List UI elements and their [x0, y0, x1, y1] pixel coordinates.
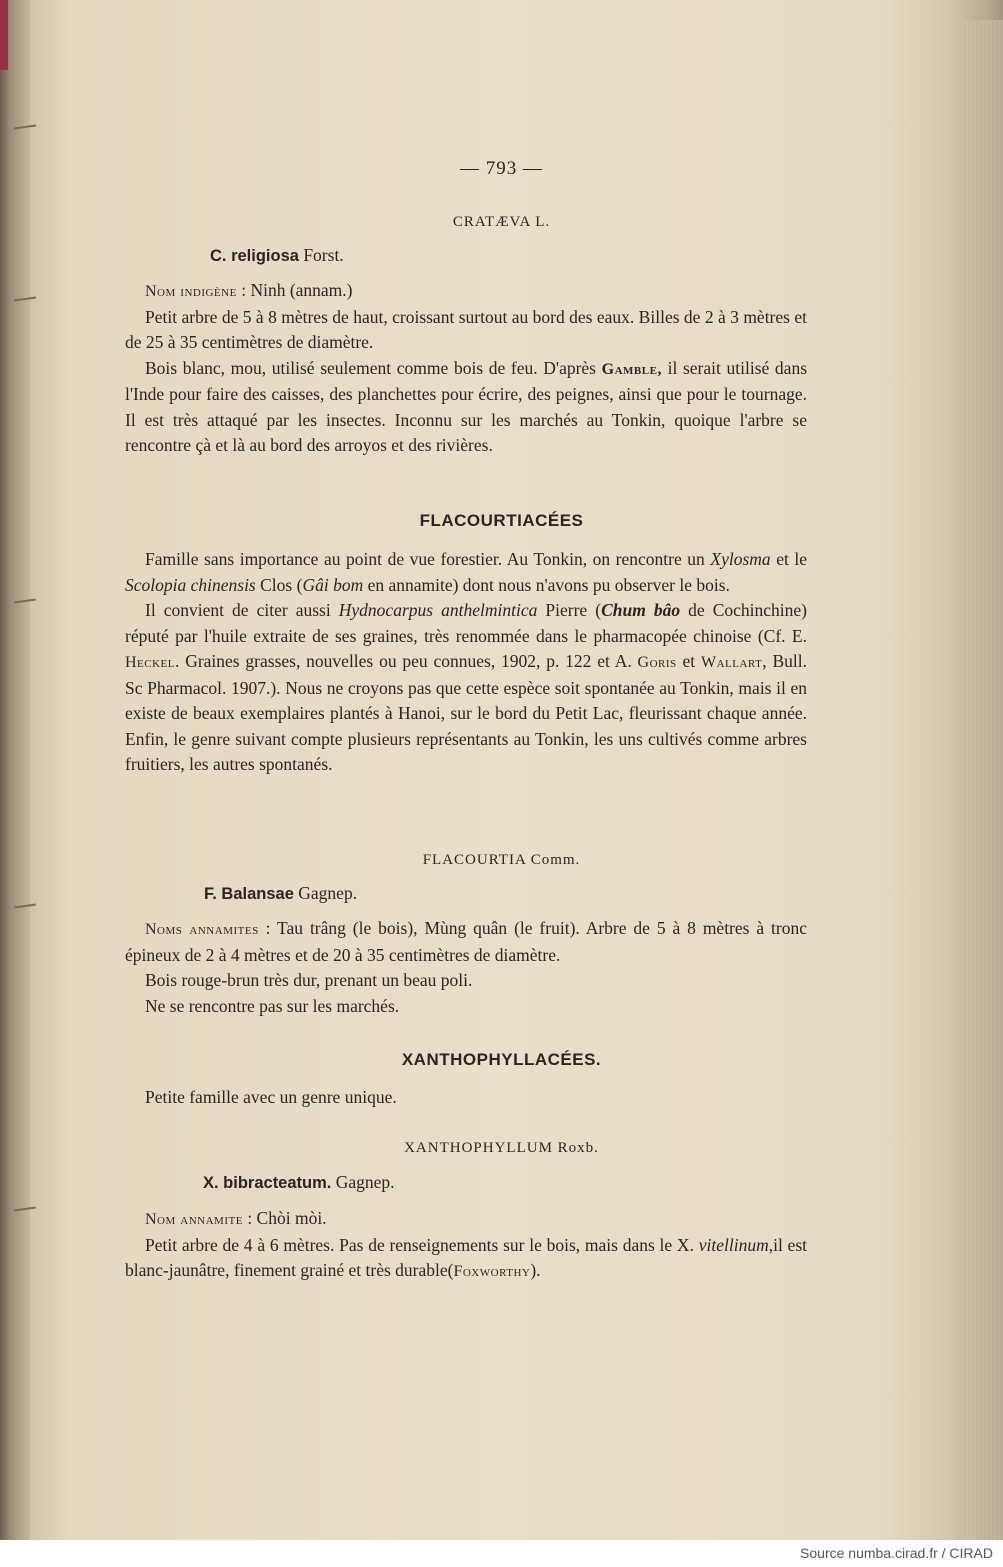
bookmark-ribbon	[0, 0, 8, 70]
page-edges	[963, 20, 1003, 1540]
species-flacourtia-balansae	[204, 883, 357, 904]
species-author: Forst.	[303, 245, 344, 265]
text-run: Famille sans importance au point de vue forestier. Au Tonkin, on rencontre un	[145, 549, 705, 569]
text-run: , Bull. Sc Pharmacol. 1907.). Nous ne croyons pas que cette espèce soit spontanée au Tonkin, mais il en existe de beaux exemplaires plantés à Hanoi, sur le bord du Petit Lac, fleurissant chaque année. Enfin, le genre suivant compte plusieurs représentants au Tonkin, les uns cultivés comme arbres fruitiers, les autres spontanés.	[125, 651, 808, 774]
xanthophyllacees-text	[125, 1085, 807, 1111]
flacourtiacees-text	[125, 547, 807, 778]
paragraph	[125, 598, 807, 778]
species-xanthophyllum-bibracteatum	[203, 1172, 395, 1193]
paragraph: Ne se rencontre pas sur les marchés.	[145, 995, 400, 1016]
genus-heading-crataeva: CRATÆVA L.	[452, 214, 551, 230]
taxon-name: vitellinum	[698, 1234, 769, 1255]
text-run: Petit arbre de 4 à 6 mètres. Pas de renseignements sur le bois, mais dans le X.	[145, 1234, 694, 1255]
nom-value: : Ninh (annam.)	[241, 280, 353, 300]
text-run: et le	[776, 549, 808, 569]
family-heading-flacourtiacees: FLACOURTIACÉES	[419, 511, 584, 530]
author-goris: Goris	[637, 654, 677, 671]
nom-label: Noms annamites	[145, 921, 259, 938]
paragraph: Petite famille avec un genre unique.	[145, 1087, 397, 1107]
page-number: — 793 —	[460, 158, 543, 179]
nom-label: Nom annamite	[145, 1211, 243, 1228]
paragraph	[125, 916, 807, 968]
vernacular-name: Gâi bom	[302, 574, 364, 595]
source-credit: Source numba.cirad.fr / CIRAD	[800, 1545, 993, 1561]
text-run: Il convient de citer aussi	[145, 600, 331, 620]
author-gamble: Gamble,	[601, 360, 662, 378]
book-spine	[0, 0, 30, 1540]
species-author: Gagnep.	[335, 1172, 395, 1192]
crataeva-text	[125, 278, 807, 459]
genus-heading-xanthophyllum: XANTHOPHYLLUM Roxb.	[404, 1140, 599, 1156]
vernacular-name: Chum bâo	[601, 600, 681, 620]
paragraph	[125, 547, 807, 598]
species-author: Gagnep.	[298, 883, 358, 903]
nom-value: : Chòi mòi.	[247, 1208, 327, 1228]
nom-annamite-line	[125, 1206, 807, 1233]
family-heading-xanthophyllacees: XANTHOPHYLLACÉES.	[401, 1050, 602, 1069]
xanthophyllum-text	[125, 1206, 807, 1285]
text-run: en annamite) dont nous n'avons pu observer le bois.	[367, 574, 730, 595]
author-heckel: Heckel	[125, 654, 175, 671]
paragraph: Petit arbre de 5 à 8 mètres de haut, croissant surtout au bord des eaux. Billes de 2 à 3 mètres et de 25 à 35 centimètres de diamètre.	[125, 306, 807, 352]
text-run: : Tau trâng (le bois), Mùng quân (le fruit). Arbre de 5 à 8 mètres à tronc épineux de 2 à 4 mètres et de 20 à 35 centimètres de diamètre.	[125, 918, 807, 965]
text-run: ,il est blanc-jaunâtre, finement grainé et très durable(	[125, 1234, 807, 1280]
text-run: Clos (	[260, 574, 303, 595]
author-foxworthy: Foxworthy	[453, 1263, 531, 1280]
text-run: ).	[530, 1260, 541, 1280]
paragraph	[125, 1233, 807, 1285]
taxon-name: Hydnocarpus anthelmintica	[338, 600, 538, 620]
flacourtia-text	[125, 916, 807, 1019]
paragraph: Bois rouge-brun très dur, prenant un beau poli.	[145, 970, 473, 990]
text-run: . Graines grasses, nouvelles ou peu connues, 1902, p. 122 et A.	[175, 651, 632, 671]
text-run: et	[682, 651, 696, 671]
nom-label: Nom indigène	[145, 283, 237, 300]
text-run: de Cochinchine) réputé par l'huile extraite de ses graines, très renommée dans le pharmacopée chinoise (Cf. E.	[125, 600, 808, 646]
text-run: Bois blanc, mou, utilisé seulement comme bois de feu. D'après	[145, 357, 596, 378]
paragraph	[125, 356, 807, 459]
taxon-name: Scolopia chinensis	[125, 574, 256, 595]
author-wallart: Wallart	[700, 654, 763, 671]
genus-heading-flacourtia: FLACOURTIA Comm.	[422, 852, 581, 868]
taxon-name: Xylosma	[710, 549, 771, 569]
species-name: C. religiosa	[210, 247, 299, 265]
text-run: il serait utilisé dans l'Inde pour faire des caisses, des planchettes pour écrire, des peignes, ainsi que pour le tournage. Il est très attaqué par les insectes. Inconnu sur les marchés au Tonkin, quoique l'arbre se rencontre çà et là au bord des arroyos et des rivières.	[125, 357, 808, 455]
species-crataeva-religiosa	[210, 245, 344, 266]
species-name: X. bibracteatum.	[203, 1174, 332, 1192]
nom-indigene-line	[125, 278, 807, 305]
species-name: F. Balansae	[204, 885, 294, 903]
text-run: Pierre (	[545, 600, 602, 620]
